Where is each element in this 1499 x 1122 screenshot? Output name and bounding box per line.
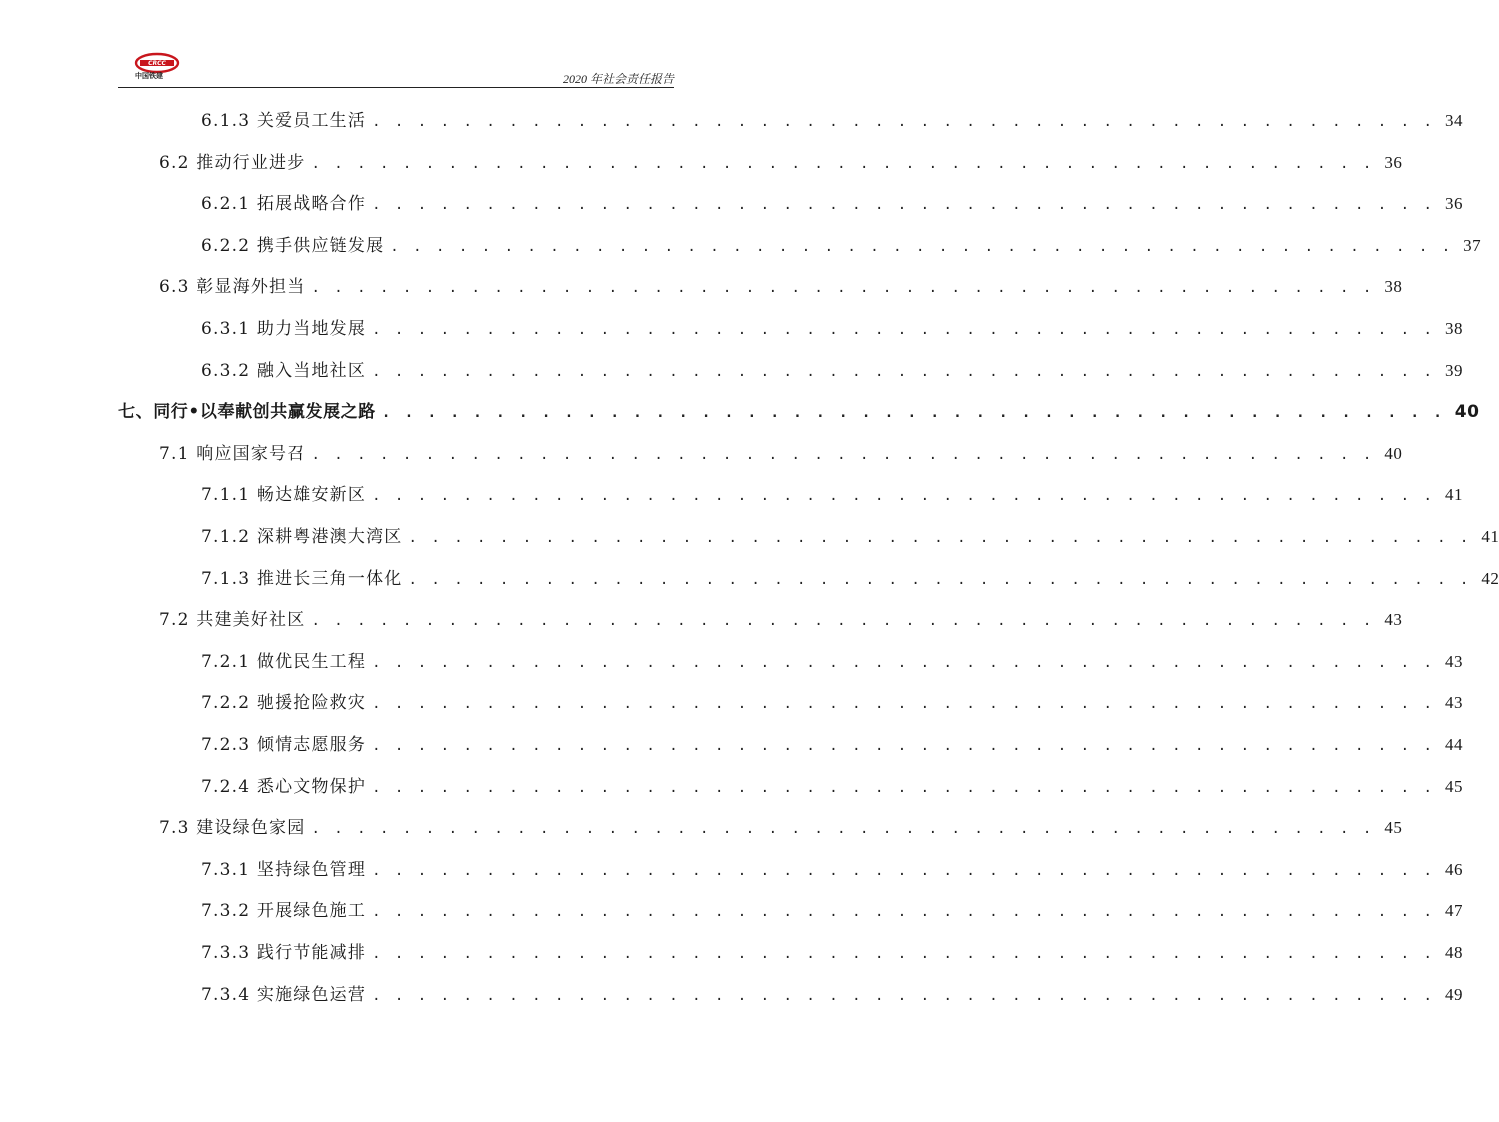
toc-entry[interactable] — [201, 356, 1463, 381]
toc-entry-page: 45 — [1444, 776, 1463, 796]
toc-entry-label — [201, 189, 366, 214]
toc-entry-title: 建设绿色家园 — [196, 818, 306, 839]
toc-entry-label — [201, 730, 366, 755]
toc-entry-number: 7.1.2 — [201, 527, 251, 547]
dot-leader: . . . . . . . . . . . . . . . . . . . . . . . . . . . . . . . . . . . . . . . . . . . . . . . — [311, 280, 1375, 297]
dot-leader: . . . . . . . . . . . . . . . . . . . . . . . . . . . . . . . . . . . . . . . . . . . . . . . — [372, 363, 1435, 380]
toc-entry-number: 6.1.3 — [201, 111, 251, 131]
toc-entry[interactable] — [201, 855, 1463, 880]
header-divider — [118, 87, 674, 88]
dot-leader: . . . . . . . . . . . . . . . . . . . . . . . . . . . . . . . . . . . . . . . . . . . . . . . — [372, 114, 1435, 130]
toc-entry-title: 实施绿色运营 — [256, 984, 367, 1005]
toc-entry[interactable] — [201, 522, 1499, 547]
toc-entry-page: 43 — [1444, 651, 1463, 671]
toc-entry-page: 45 — [1384, 818, 1403, 838]
toc-entry-number: 7.3.4 — [201, 984, 251, 1005]
toc-entry-title: 倾情志愿服务 — [256, 735, 367, 755]
toc-entry-title: 深耕粤港澳大湾区 — [256, 527, 403, 547]
toc-entry-title: 拓展战略合作 — [256, 194, 367, 215]
toc-entry-label — [201, 688, 366, 713]
dot-leader: . . . . . . . . . . . . . . . . . . . . . . . . . . . . . . . . . . . . . . . . . . . . . . . — [311, 613, 1375, 630]
toc-entry-page: 43 — [1444, 693, 1463, 713]
toc-entry-label — [201, 896, 366, 921]
toc-entry[interactable] — [201, 480, 1463, 506]
toc-entry-page: 39 — [1444, 360, 1463, 380]
dot-leader: . . . . . . . . . . . . . . . . . . . . . . . . . . . . . . . . . . . . . . . . . . . . . . . — [372, 738, 1435, 754]
toc-entry-page: 38 — [1444, 319, 1463, 338]
dot-leader: . . . . . . . . . . . . . . . . . . . . . . . . . . . . . . . . . . . . . . . . . . . . . . . — [372, 987, 1435, 1004]
toc-entry-label — [159, 439, 305, 464]
toc-entry[interactable] — [201, 564, 1499, 589]
toc-entry-label — [159, 605, 305, 630]
toc-entry-number: 7.2.2 — [201, 693, 251, 714]
dot-leader: . . . . . . . . . . . . . . . . . . . . . . . . . . . . . . . . . . . . . . . . . . . . . . . — [311, 155, 1375, 172]
toc-entry[interactable] — [201, 647, 1463, 672]
dot-leader: . . . . . . . . . . . . . . . . . . . . . . . . . . . . . . . . . . . . . . . . . . . . . . . — [372, 197, 1435, 214]
dot-leader: . . . . . . . . . . . . . . . . . . . . . . . . . . . . . . . . . . . . . . . . . . . . . . . — [372, 696, 1435, 713]
dot-leader: . . . . . . . . . . . . . . . . . . . . . . . . . . . . . . . . . . . . . . . . . . . . . . . — [372, 654, 1435, 671]
toc-entry-page: 36 — [1444, 194, 1463, 214]
toc-entry-title: 畅达雄安新区 — [256, 485, 367, 506]
dot-leader: . . . . . . . . . . . . . . . . . . . . . . . . . . . . . . . . . . . . . . . . . . . . . . . — [372, 946, 1435, 962]
logo-text: 中国铁建 — [135, 72, 163, 80]
toc-entry-title: 开展绿色施工 — [256, 901, 367, 922]
toc-entry-title: 助力当地发展 — [256, 319, 367, 339]
toc-entry[interactable] — [201, 314, 1463, 339]
toc-entry-title: 共建美好社区 — [196, 610, 306, 631]
toc-entry-title: 悉心文物保护 — [256, 776, 367, 797]
toc-entry-page: 44 — [1444, 735, 1463, 754]
toc-entry-title: 做优民生工程 — [256, 651, 367, 672]
toc-entry-page: 37 — [1463, 235, 1482, 255]
toc-entry-label — [201, 647, 366, 672]
page-header — [118, 44, 674, 88]
toc-entry-page: 46 — [1444, 859, 1463, 879]
toc-entry-page: 49 — [1444, 984, 1463, 1004]
toc-entry-number: 6.3.2 — [201, 360, 251, 381]
toc-entry-number: 7.1.3 — [201, 568, 251, 589]
toc-entry[interactable] — [201, 106, 1463, 131]
dot-leader: . . . . . . . . . . . . . . . . . . . . . . . . . . . . . . . . . . . . . . . . . . . . . . . — [372, 779, 1435, 796]
toc-entry-label — [159, 148, 305, 173]
dot-leader: . . . . . . . . . . . . . . . . . . . . . . . . . . . . . . . . . . . . . . . . . . . . . . . — [372, 322, 1435, 338]
toc-entry[interactable] — [201, 772, 1463, 797]
toc-entry-number: 7.2.3 — [201, 735, 251, 755]
toc-entry-title: 同行•以奉献创共赢发展之路 — [153, 402, 376, 423]
dot-leader: . . . . . . . . . . . . . . . . . . . . . . . . . . . . . . . . . . . . . . . . . . . . . . . — [408, 530, 1472, 546]
dot-leader: . . . . . . . . . . . . . . . . . . . . . . . . . . . . . . . . . . . . . . . . . . . . . . . — [372, 488, 1435, 505]
toc-entry-number: 7.2.4 — [201, 776, 251, 797]
dot-leader: . . . . . . . . . . . . . . . . . . . . . . . . . . . . . . . . . . . . . . . . . . . . . . . — [311, 821, 1375, 838]
toc-entry-title: 坚持绿色管理 — [256, 859, 367, 880]
toc-entry-title: 关爱员工生活 — [256, 111, 367, 131]
toc-entry-number: 6.2.1 — [201, 194, 251, 215]
toc-entry-page: 36 — [1384, 152, 1403, 172]
toc-entry-number: 6.3.1 — [201, 319, 251, 339]
toc-entry-label — [201, 314, 366, 339]
toc-entry-label — [201, 855, 366, 880]
toc-entry-number: 7.1 — [159, 443, 190, 464]
toc-entry-label — [159, 813, 305, 838]
toc-entry-number: 6.3 — [159, 277, 190, 298]
toc-entry[interactable] — [159, 272, 1403, 298]
toc-entry-title: 响应国家号召 — [196, 443, 306, 464]
toc-entry-page: 38 — [1384, 277, 1403, 297]
toc-entry-label — [201, 938, 366, 963]
toc-entry-label — [201, 564, 402, 589]
toc-entry-number: 7.2.1 — [201, 651, 251, 672]
toc-entry-label — [201, 980, 366, 1005]
dot-leader: . . . . . . . . . . . . . . . . . . . . . . . . . . . . . . . . . . . . . . . . . . . . . . . — [311, 446, 1375, 463]
toc-entry-title: 推动行业进步 — [196, 152, 306, 173]
toc-entry-page: 42 — [1481, 568, 1499, 588]
toc-entry-number: 7.1.1 — [201, 485, 251, 506]
dot-leader: . . . . . . . . . . . . . . . . . . . . . . . . . . . . . . . . . . . . . . . . . . . . . . . — [372, 904, 1435, 921]
dot-leader: . . . . . . . . . . . . . . . . . . . . . . . . . . . . . . . . . . . . . . . . . . . . . . . — [390, 238, 1454, 255]
toc-entry[interactable] — [201, 938, 1463, 963]
toc-entry-label — [201, 522, 402, 547]
toc-entry[interactable] — [118, 397, 1480, 423]
toc-entry-page: 47 — [1444, 901, 1463, 921]
toc-entry[interactable] — [159, 813, 1403, 839]
toc-entry[interactable] — [201, 896, 1463, 922]
toc-entry-page: 41 — [1481, 527, 1499, 546]
toc-entry[interactable] — [159, 439, 1403, 464]
toc-entry-title: 融入当地社区 — [256, 360, 367, 381]
toc-entry[interactable] — [201, 980, 1463, 1005]
toc-entry-number: 7.3.3 — [201, 943, 251, 963]
toc-entry-title: 推进长三角一体化 — [256, 568, 403, 589]
toc-entry-number: 7.3.2 — [201, 901, 251, 922]
dot-leader: . . . . . . . . . . . . . . . . . . . . . . . . . . . . . . . . . . . . . . . . . . . . . . . — [381, 405, 1445, 422]
toc-entry[interactable] — [201, 730, 1463, 755]
toc-entry-number: 7.3 — [159, 818, 190, 839]
toc-entry-label — [201, 356, 366, 381]
toc-entry-label — [201, 231, 384, 256]
toc-entry[interactable] — [159, 605, 1403, 631]
toc-entry-number: 6.2.2 — [201, 235, 251, 256]
toc-entry-number: 6.2 — [159, 152, 190, 173]
dot-leader: . . . . . . . . . . . . . . . . . . . . . . . . . . . . . . . . . . . . . . . . . . . . . . . — [372, 862, 1435, 879]
dot-leader: . . . . . . . . . . . . . . . . . . . . . . . . . . . . . . . . . . . . . . . . . . . . . . . — [408, 571, 1472, 588]
toc-entry-number: 7.2 — [159, 610, 190, 631]
toc-entry-number: 七、 — [118, 402, 154, 423]
svg-text:CRCC: CRCC — [148, 60, 166, 68]
toc-entry-label — [201, 106, 366, 131]
toc-entry[interactable] — [201, 231, 1482, 256]
toc-entry[interactable] — [159, 148, 1403, 173]
toc-entry-title: 彰显海外担当 — [196, 277, 306, 298]
toc-entry-page: 41 — [1444, 485, 1463, 505]
toc-entry[interactable] — [201, 688, 1463, 714]
toc-entry-page: 34 — [1444, 111, 1463, 130]
report-title: 2020 年社会责任报告 — [562, 72, 674, 86]
toc-entry-page: 43 — [1384, 610, 1403, 630]
toc-entry-page: 40 — [1454, 402, 1480, 423]
toc-entry-title: 驰援抢险救灾 — [256, 693, 367, 714]
toc-entry[interactable] — [201, 189, 1463, 215]
toc-entry-title: 携手供应链发展 — [256, 235, 385, 256]
toc-entry-title: 践行节能减排 — [256, 943, 367, 963]
toc-entry-label — [201, 480, 366, 505]
toc-entry-label — [159, 272, 305, 297]
toc-entry-page: 40 — [1384, 443, 1403, 463]
toc-entry-label — [118, 397, 376, 422]
toc-entry-page: 48 — [1444, 943, 1463, 962]
toc-entry-number: 7.3.1 — [201, 859, 251, 880]
toc-entry-label — [201, 772, 366, 797]
